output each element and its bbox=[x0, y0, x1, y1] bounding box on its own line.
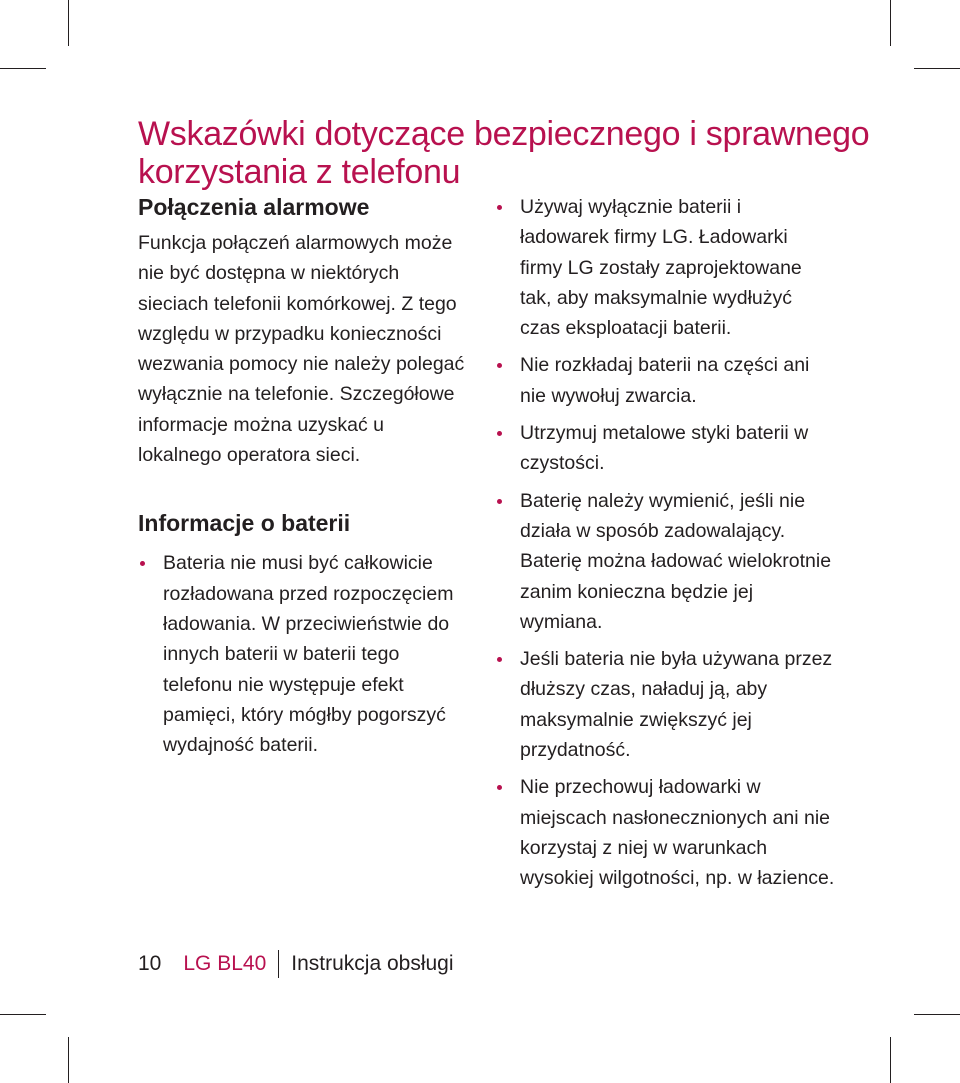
list-item bbox=[495, 486, 835, 637]
list-item bbox=[138, 548, 468, 760]
bullet-icon bbox=[140, 561, 145, 566]
list-item-text: Bateria nie musi być całkowicie rozładowana przed rozpoczęciem ładowania. W przeciwieństwie do innych baterii w baterii tego telefonu nie występuje efekt pamięci, który mógłby pogorszyć wydajność baterii. bbox=[163, 552, 454, 757]
crop-mark bbox=[0, 68, 46, 69]
crop-mark bbox=[914, 1014, 960, 1015]
list-item-text: Używaj wyłącznie baterii i ładowarek firmy LG. Ładowarki firmy LG zostały zaprojektowane tak, aby maksymalnie wydłużyć czas eksploatacji baterii. bbox=[520, 196, 802, 340]
list-item bbox=[495, 772, 835, 893]
bullet-icon bbox=[497, 785, 502, 790]
list-item-text: Jeśli bateria nie była używana przez dłuższy czas, naładuj ją, aby maksymalnie zwiększyć jej przydatność. bbox=[520, 648, 833, 762]
crop-mark bbox=[0, 1014, 46, 1015]
list-item-text: Utrzymuj metalowe styki baterii w czystości. bbox=[520, 422, 809, 475]
list-item bbox=[495, 192, 835, 343]
bullet-icon bbox=[497, 657, 502, 662]
list-item-text: Nie przechowuj ładowarki w miejscach nasłonecznionych ani nie korzystaj z niej w warunkach wysokiej wilgotności, np. w łazience. bbox=[520, 776, 835, 890]
crop-mark bbox=[914, 68, 960, 69]
crop-mark bbox=[68, 0, 69, 46]
left-column bbox=[138, 192, 468, 766]
battery-heading: Informacje o baterii bbox=[138, 510, 351, 537]
emergency-text: Funkcja połączeń alarmowych może nie być dostępna w niektórych sieciach telefonii komórkowej. Z tego względu w przypadku konieczności wezwania pomocy nie należy polegać wyłącznie na telefonie. Szczegółowe informacje można uzyskać u lokalnego operatora sieci. bbox=[138, 232, 465, 467]
bullet-icon bbox=[497, 499, 502, 504]
page-footer bbox=[138, 948, 454, 980]
list-item bbox=[495, 350, 835, 411]
bullet-icon bbox=[497, 205, 502, 210]
right-column bbox=[495, 192, 835, 901]
crop-mark bbox=[890, 0, 891, 46]
bullet-icon bbox=[497, 431, 502, 436]
list-item bbox=[495, 644, 835, 765]
page-number: 10 bbox=[138, 952, 162, 975]
list-item-text: Nie rozkładaj baterii na części ani nie wywołuj zwarcia. bbox=[520, 354, 810, 407]
list-item-text: Baterię należy wymienić, jeśli nie działa w sposób zadowalający. Baterię można ładować wielokrotnie zanim konieczna będzie jej wymiana. bbox=[520, 489, 832, 633]
list-item bbox=[495, 418, 835, 479]
emergency-heading: Połączenia alarmowe bbox=[138, 194, 370, 220]
crop-mark bbox=[68, 1037, 69, 1083]
bullet-icon bbox=[497, 363, 502, 368]
battery-list-left bbox=[138, 548, 468, 760]
document-name: Instrukcja obsługi bbox=[291, 952, 454, 975]
model-name: LG BL40 bbox=[183, 952, 267, 975]
footer-divider bbox=[278, 950, 279, 978]
battery-list-right bbox=[495, 192, 835, 894]
page-title: Wskazówki dotyczące bezpiecznego i sprawnego korzystania z telefonu bbox=[138, 115, 870, 191]
crop-mark bbox=[890, 1037, 891, 1083]
